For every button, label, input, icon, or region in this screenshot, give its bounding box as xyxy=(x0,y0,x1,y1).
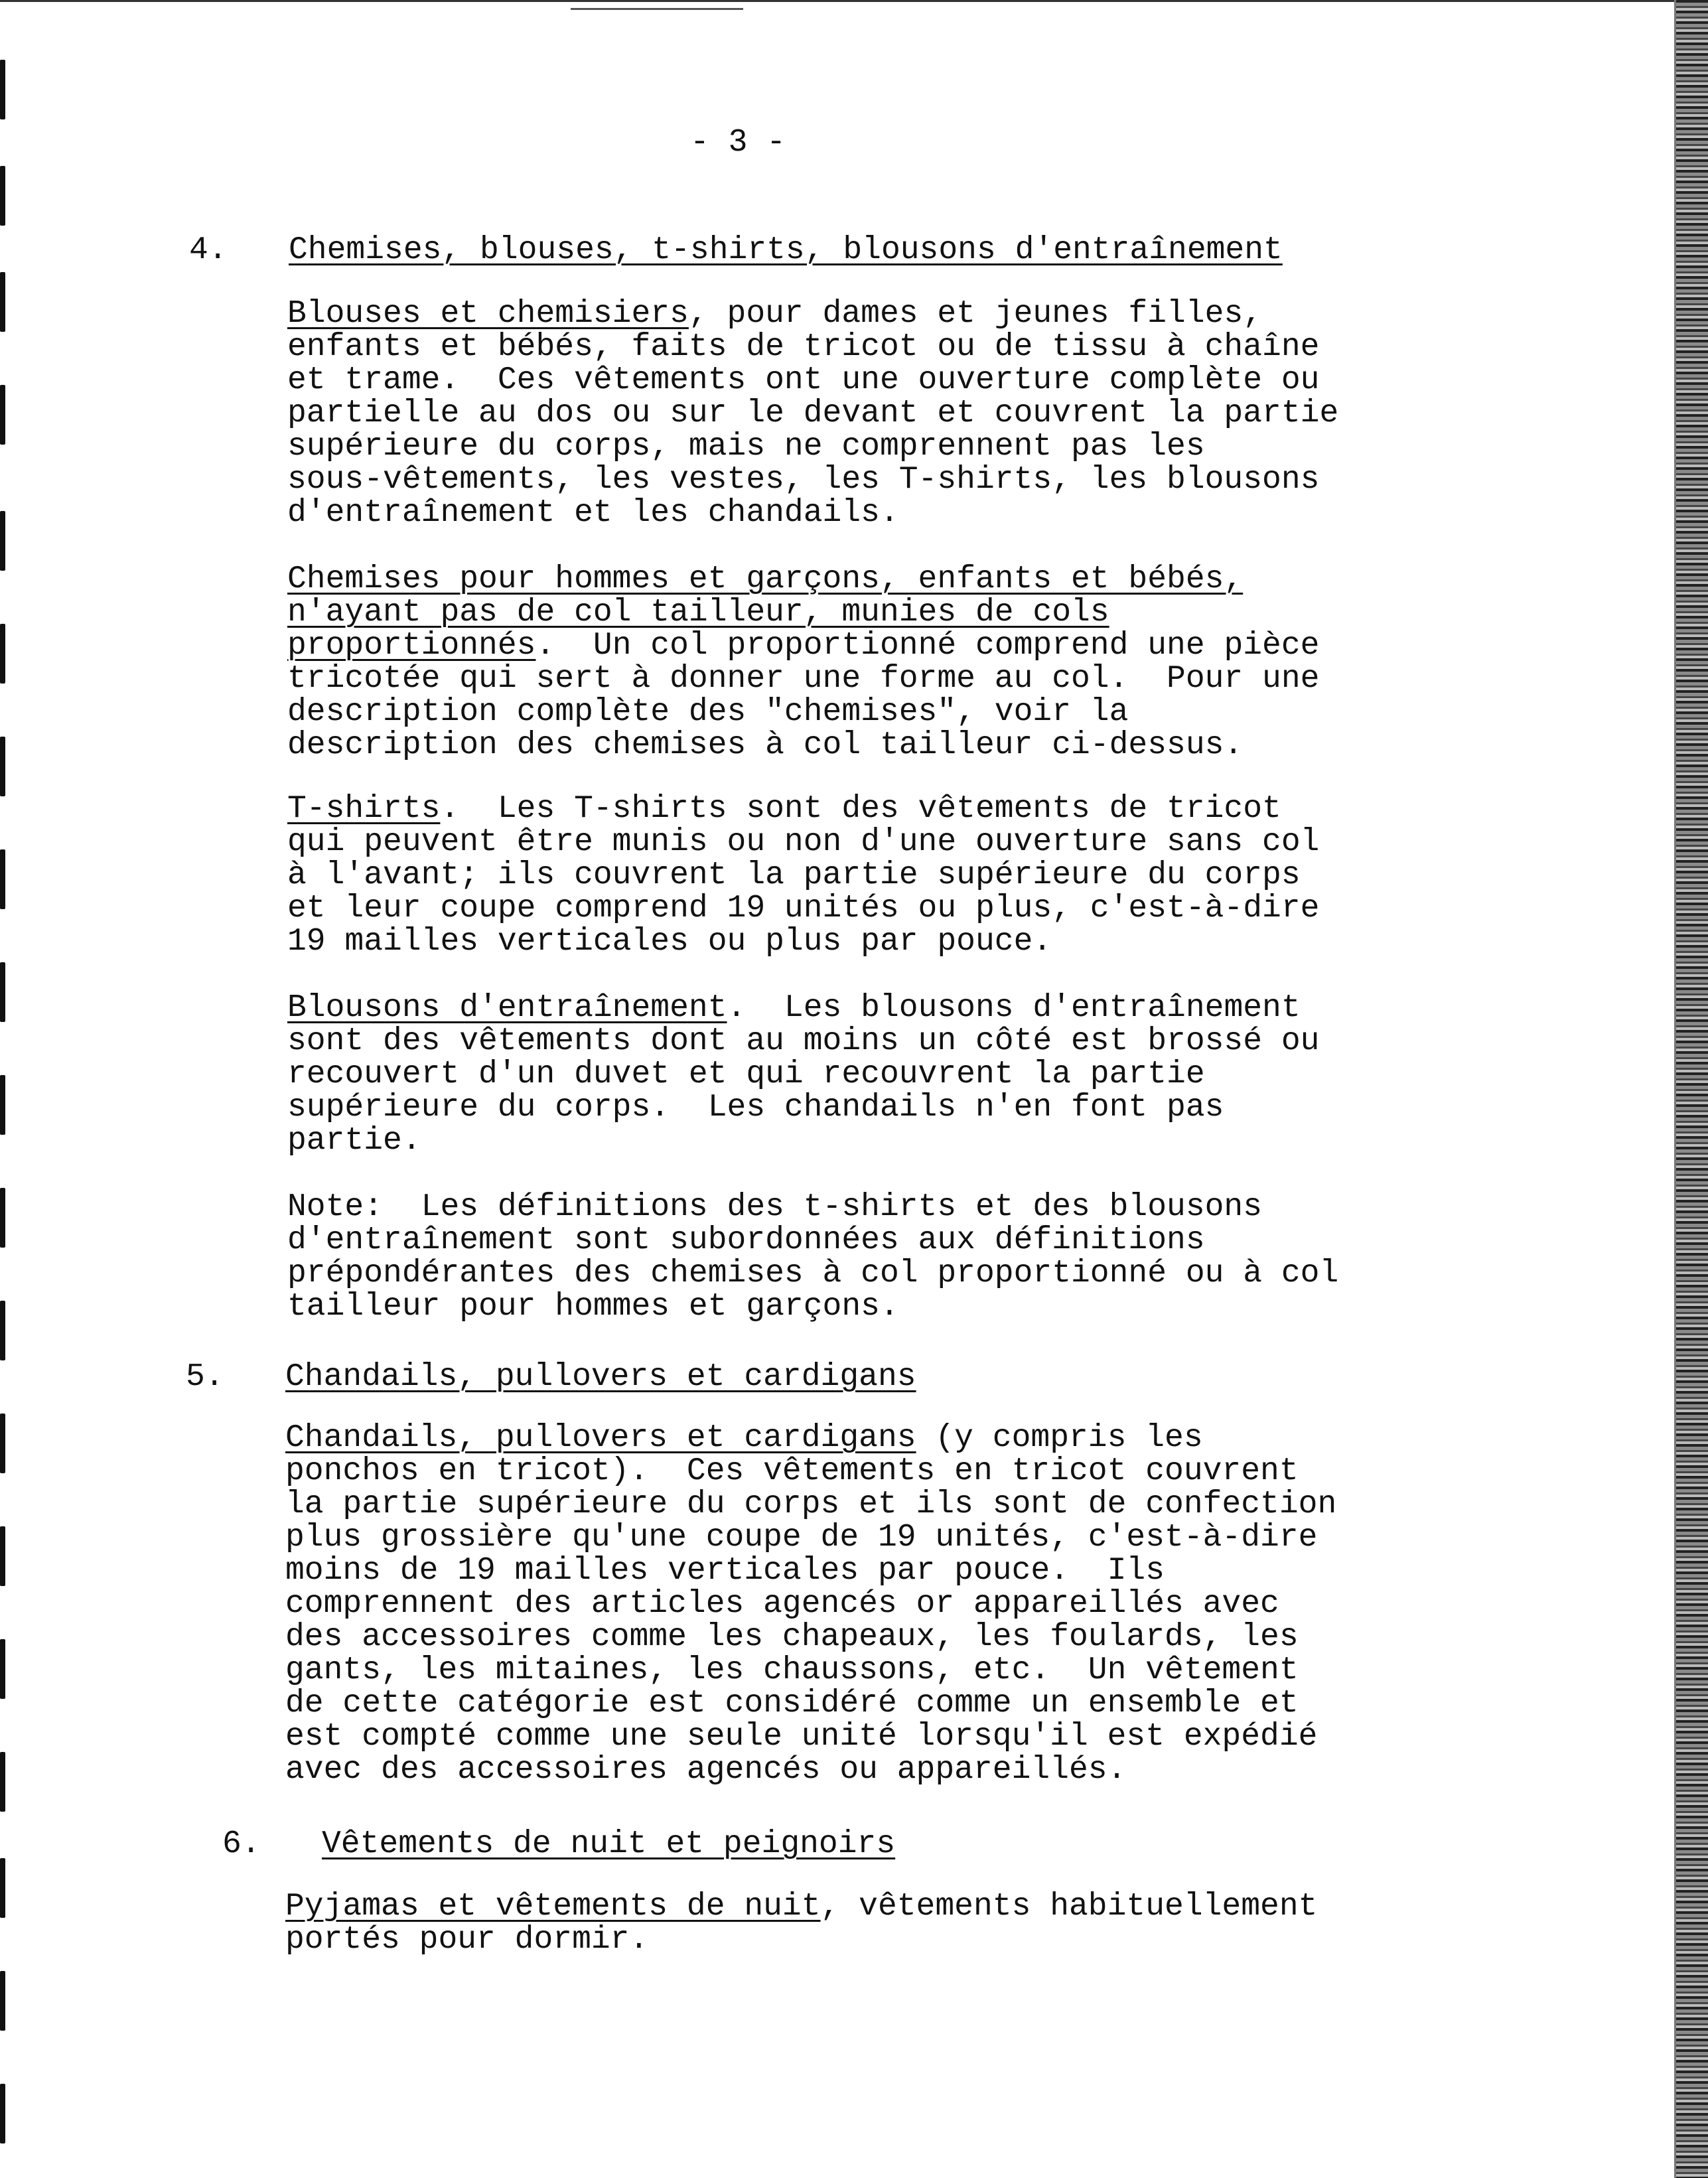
section-title: Chandails, pullovers et cardigans xyxy=(285,1359,916,1395)
defined-term: T-shirts xyxy=(287,791,441,827)
binding-mark xyxy=(0,1971,5,2031)
paragraph-text: Note: Les définitions des t-shirts et des blousons d'entraînement sont subordonnées aux définitions prépondérantes des chemises à col proportionné ou à col tailleur pour hommes et garçons. xyxy=(287,1189,1339,1325)
scan-top-rule xyxy=(571,8,743,10)
binding-mark xyxy=(0,2084,5,2143)
paragraph-pyjamas xyxy=(285,1890,1317,1956)
defined-term: Blousons d'entraînement xyxy=(287,990,727,1026)
paragraph-text: . Les T-shirts sont des vêtements de tricot qui peuvent être munis ou non d'une ouverture sans col à l'avant; ils couvrent la partie supérieure du corps et leur coupe comprend 19 unités ou plus, c'est-à-dire 19 mailles verticales ou plus par pouce. xyxy=(287,791,1320,960)
binding-mark xyxy=(0,1301,5,1360)
section-number: 6. xyxy=(222,1826,261,1862)
binding-mark xyxy=(0,166,5,226)
binding-mark xyxy=(0,737,5,796)
page-number: - 3 - xyxy=(690,125,786,161)
binding-mark xyxy=(0,962,5,1022)
defined-term: Chemises pour hommes et garçons, enfants et bébés, n'ayant pas de col tailleur, munies de cols proportionnés xyxy=(287,561,1244,664)
scan-right-edge xyxy=(1676,0,1708,2178)
scan-top-edge xyxy=(0,0,1708,7)
binding-marks xyxy=(0,0,8,2178)
binding-mark xyxy=(0,1752,5,1812)
paragraph-tshirts xyxy=(287,792,1319,958)
paragraph-text: . Les blousons d'entraînement sont des vêtements dont au moins un côté est brossé ou recouvert d'un duvet et qui recouvrent la partie supérieure du corps. Les chandails n'en font pas partie. xyxy=(287,990,1320,1159)
binding-mark xyxy=(0,385,5,445)
defined-term: Pyjamas et vêtements de nuit xyxy=(285,1889,821,1924)
binding-mark xyxy=(0,1639,5,1699)
paragraph-chandails xyxy=(285,1421,1336,1786)
binding-mark xyxy=(0,1526,5,1586)
binding-mark xyxy=(0,272,5,332)
paragraph-blousons xyxy=(287,991,1319,1157)
binding-mark xyxy=(0,1075,5,1135)
section-title: Vêtements de nuit et peignoirs xyxy=(322,1826,896,1862)
binding-mark xyxy=(0,1414,5,1473)
binding-mark xyxy=(0,849,5,909)
defined-term: Blouses et chemisiers xyxy=(287,296,689,332)
paragraph-note xyxy=(287,1191,1338,1323)
binding-mark xyxy=(0,1858,5,1918)
binding-mark xyxy=(0,60,5,119)
paragraph-text: . Un col proportionné comprend une pièce tricotée qui sert à donner une forme au col. Pour une description complète des "chemises", voir la description des chemises à col tailleur ci-dessus. xyxy=(287,628,1320,763)
section-number: 4. xyxy=(189,232,228,268)
paragraph-text: (y compris les ponchos en tricot). Ces vêtements en tricot couvrent la partie supérieure du corps et ils sont de confection plus grossière qu'une coupe de 19 unités, c'est-à-dire moins de 19 mailles verticales par pouce. Ils comprennent des articles agencés or appareillés avec des accessoires comme les chapeaux, les foulards, les gants, les mitaines, les chaussons, etc. Un vêtement de cette catégorie est considéré comme un ensemble et est compté comme une seule unité lorsqu'il est expédié avec des accessoires agencés ou appareillés. xyxy=(285,1420,1337,1788)
binding-mark xyxy=(0,511,5,571)
section-title: Chemises, blouses, t-shirts, blousons d'entraînement xyxy=(289,232,1283,268)
paragraph-text: , vêtements habituellement portés pour dormir. xyxy=(285,1889,1318,1958)
defined-term: Chandails, pullovers et cardigans xyxy=(285,1420,916,1456)
paragraph-chemises xyxy=(287,563,1319,762)
paragraph-text: , pour dames et jeunes filles, enfants et bébés, faits de tricot ou de tissu à chaîne et trame. Ces vêtements ont une ouverture complète ou partielle au dos ou sur le devant et couvrent la partie supérieure du corps, mais ne comprennent pas les sous-vêtements, les vestes, les T-shirts, les blousons d'entraînement et les chandails. xyxy=(287,296,1339,531)
section-number: 5. xyxy=(186,1359,224,1395)
paragraph-blouses xyxy=(287,297,1338,530)
binding-mark xyxy=(0,1188,5,1248)
binding-mark xyxy=(0,624,5,684)
